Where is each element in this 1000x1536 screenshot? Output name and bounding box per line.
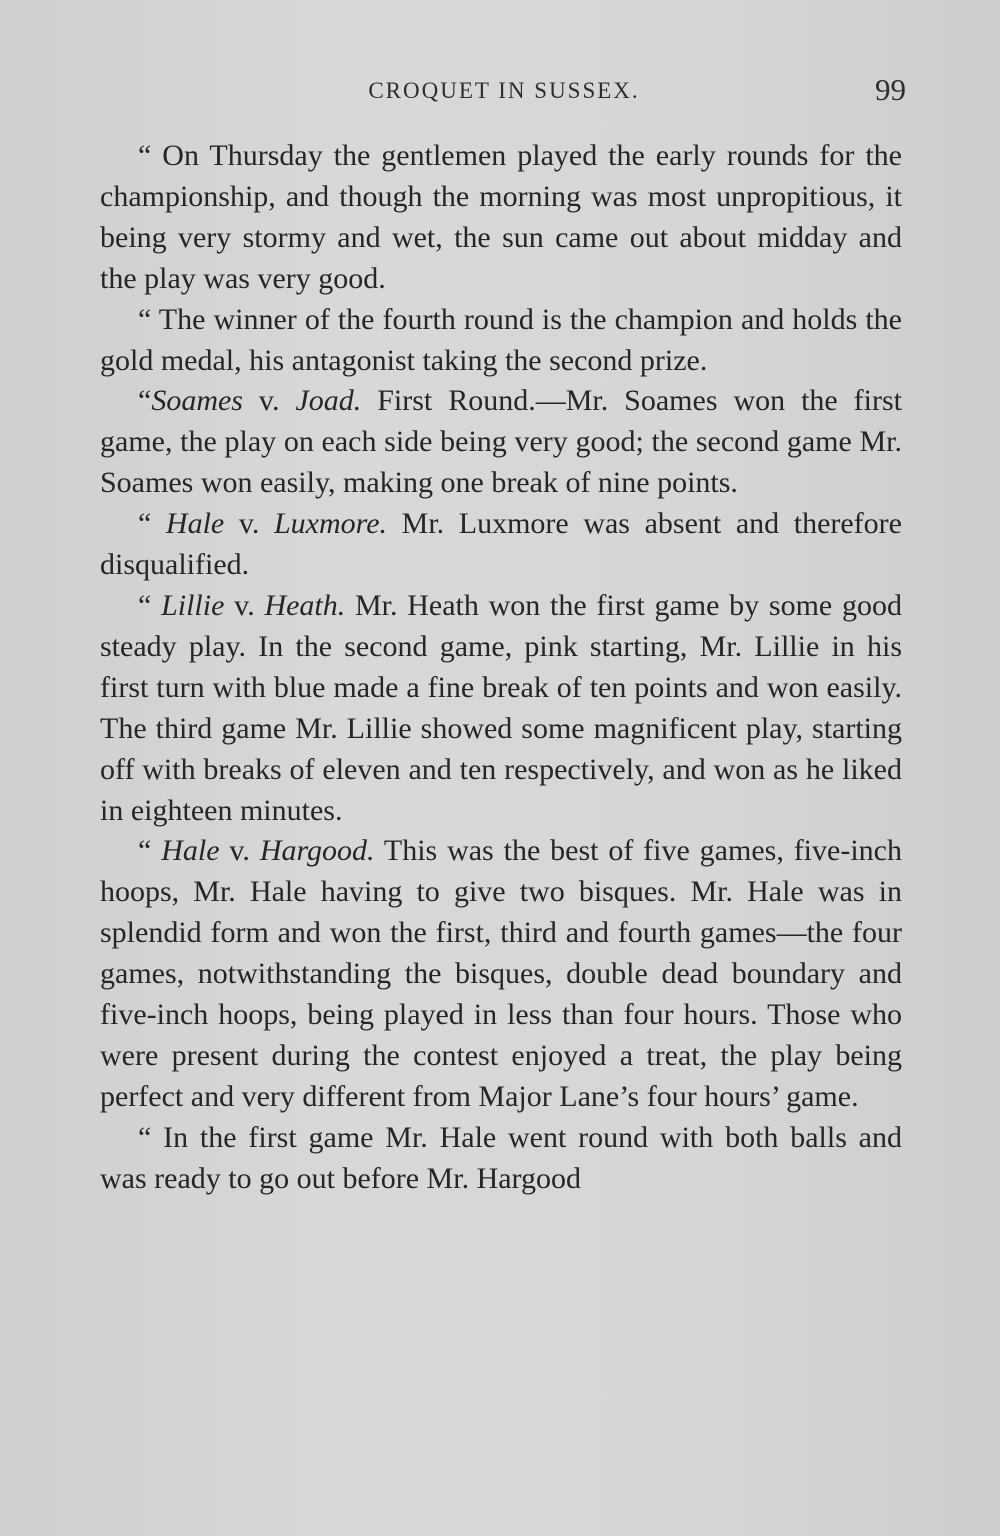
paragraph-text: “ The winner of the fourth round is the champion and holds the gold medal, his antagonist taking the second prize. [100, 302, 902, 377]
paragraph-text: “ In the first game Mr. Hale went round with both balls and was ready to go out before Mr. Hargood [100, 1120, 902, 1195]
paragraph-text: Mr. Heath won the first game by some good steady play. In the second game, pink starting, Mr. Lillie in his first turn with blue made a fine break of ten points and won easily. The third game Mr. Lillie showed some magnificent play, starting off with breaks of eleven and ten respectively, and won as he liked in eighteen minutes. [100, 588, 902, 827]
player-name: Soames [151, 384, 243, 418]
player-name: Hargood. [259, 834, 375, 868]
quote-mark: “ [138, 834, 162, 868]
quote-mark: “ [138, 384, 152, 418]
versus: v. [224, 507, 274, 541]
paragraph-text: First Round.—Mr. Soames won the first game, the play on each side being very good; the second game Mr. Soames won easily, making one break of nine points. [100, 384, 902, 500]
page-header [100, 72, 908, 116]
body-text [100, 136, 902, 1200]
player-name: Hale [165, 507, 225, 541]
paragraph-hale-v-hargood [100, 831, 902, 1117]
versus: v. [219, 834, 260, 868]
player-name: Hale [161, 834, 220, 868]
paragraph-text: This was the best of five games, five-inch hoops, Mr. Hale having to give two bisques. Mr. Hale was in splendid form and won the first, third and fourth games—the four games, notwithstanding the bisques, double dead boundary and five-inch hoops, being played in less than four hours. Those who were present during the contest enjoyed a treat, the play being perfect and very different from Major Lane’s four hours’ game. [100, 834, 902, 1113]
versus: v. [224, 588, 265, 622]
page-number: 99 [875, 72, 906, 107]
paragraph-first-game [100, 1118, 902, 1200]
quote-mark: “ [138, 507, 166, 541]
running-title: CROQUET IN SUSSEX. [368, 78, 640, 103]
paragraph-fourth-round [100, 300, 902, 382]
versus: v. [242, 384, 296, 418]
player-name: Lillie [161, 588, 225, 622]
paragraph-text: Mr. Luxmore was absent and therefore disqualified. [100, 507, 902, 582]
player-name: Heath. [264, 588, 346, 622]
quote-mark: “ [138, 588, 162, 622]
paragraph-text: “ On Thursday the gentlemen played the early rounds for the championship, and though the morning was most unpropitious, it being very stormy and wet, the sun came out about midday and the play was very good. [100, 139, 902, 295]
paragraph-championship-rounds [100, 136, 902, 300]
player-name: Joad. [295, 384, 362, 418]
paragraph-lillie-v-heath [100, 586, 902, 831]
player-name: Luxmore. [274, 507, 388, 541]
paragraph-hale-v-luxmore [100, 504, 902, 586]
paragraph-soames-v-joad [100, 381, 902, 504]
